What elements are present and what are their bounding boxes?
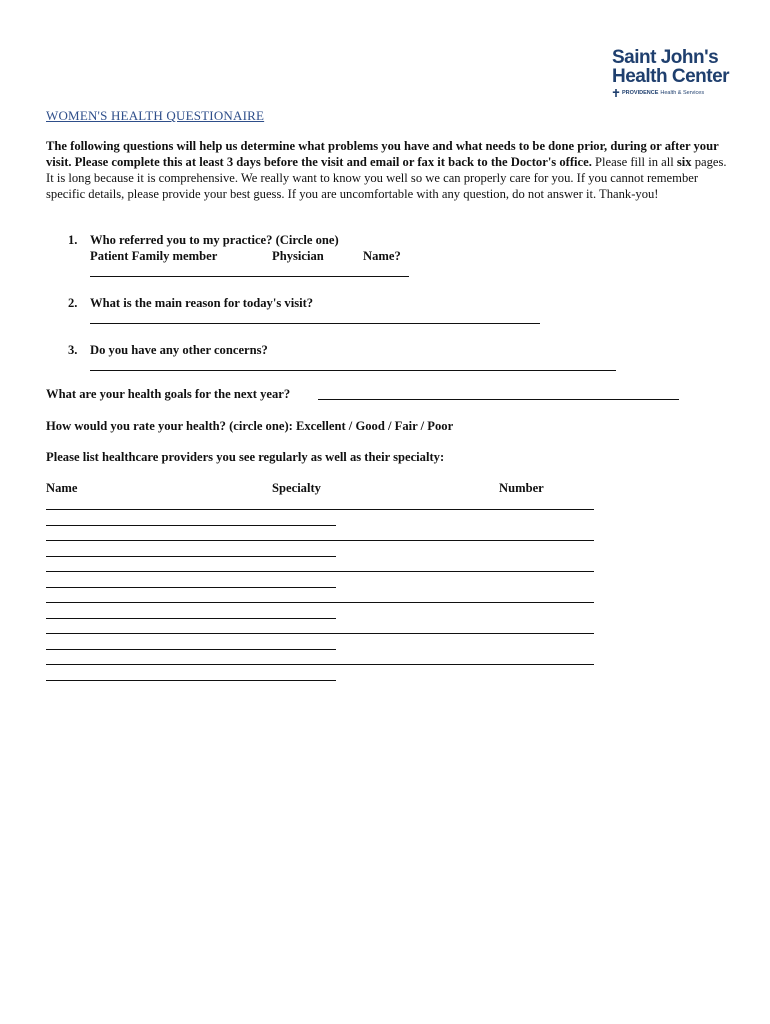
provider-entry-line[interactable]	[46, 633, 594, 634]
question-number: 3.	[68, 343, 78, 357]
provider-entry-line[interactable]	[46, 649, 336, 650]
provider-entry-line[interactable]	[46, 664, 594, 665]
logo-line-2: Health Center	[612, 66, 730, 87]
provider-entry-line[interactable]	[46, 680, 336, 681]
logo-provider-rest: Health & Services	[660, 90, 705, 96]
provider-entry-line[interactable]	[46, 618, 336, 619]
logo-provider-bold: PROVIDENCE	[622, 90, 659, 96]
intro-bold-text: The following questions will help us determine what problems you have and what needs to be done prior, during or after your visit. Please complete this at least 3 days before the visit and email or fax it back to the Doctor's office.	[46, 139, 719, 169]
option-patient-family-member[interactable]: Patient Family member	[90, 249, 218, 263]
provider-entry-line[interactable]	[46, 556, 336, 557]
health-goals-answer-line[interactable]	[318, 399, 679, 400]
question-3	[68, 342, 568, 358]
option-name[interactable]: Name?	[363, 249, 401, 263]
health-goals-label: What are your health goals for the next year?	[46, 387, 291, 401]
question-2	[68, 295, 568, 311]
column-header-name: Name	[46, 481, 78, 495]
provider-entry-line[interactable]	[46, 509, 594, 510]
question-text: Do you have any other concerns?	[90, 343, 268, 357]
question-text: What is the main reason for today's visit?	[90, 296, 314, 310]
provider-entry-line[interactable]	[46, 571, 594, 572]
provider-entry-line[interactable]	[46, 540, 594, 541]
intro-six: six	[676, 155, 692, 169]
option-physician[interactable]: Physician	[272, 249, 324, 263]
concerns-answer-line[interactable]	[90, 370, 616, 371]
intro-text-pre: Please fill in all	[595, 155, 677, 169]
visit-reason-answer-line[interactable]	[90, 323, 540, 324]
question-number: 2.	[68, 296, 78, 310]
health-rating-question[interactable]: How would you rate your health? (circle one): Excellent / Good / Fair / Poor	[46, 419, 454, 433]
provider-entry-line[interactable]	[46, 602, 594, 603]
intro-text-post: pages. It is long because it is comprehensive. We really want to know you well so we can properly care for you. If you cannot remember specific details, please provide your best guess. If you are uncomfortable with any question, do not answer it. Thank-you!	[46, 155, 727, 201]
question-1	[68, 232, 568, 266]
logo-provider	[612, 89, 730, 97]
question-text: Who referred you to my practice? (Circle one)	[90, 233, 339, 247]
referral-options	[90, 248, 401, 264]
saint-johns-logo	[612, 48, 730, 97]
column-header-specialty: Specialty	[272, 481, 321, 495]
form-title: WOMEN'S HEALTH QUESTIONAIRE	[46, 108, 265, 123]
referral-answer-line[interactable]	[90, 276, 409, 277]
column-header-number: Number	[499, 481, 544, 495]
cross-icon	[612, 89, 620, 97]
logo-line-1: Saint John's	[612, 47, 719, 68]
provider-entry-line[interactable]	[46, 525, 336, 526]
question-number: 1.	[68, 233, 78, 247]
intro-paragraph	[46, 138, 736, 202]
providers-prompt: Please list healthcare providers you see regularly as well as their specialty:	[46, 450, 445, 464]
provider-entry-line[interactable]	[46, 587, 336, 588]
